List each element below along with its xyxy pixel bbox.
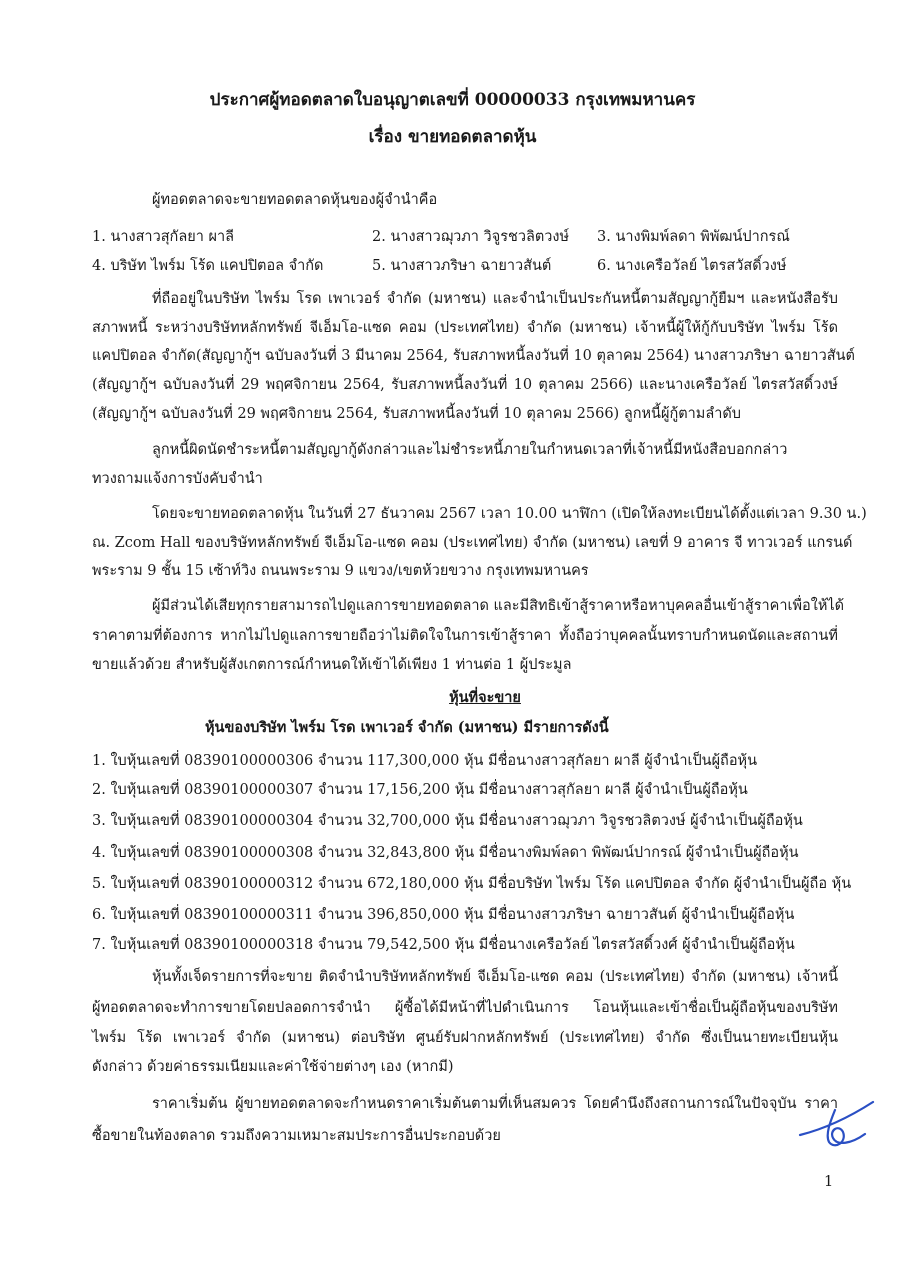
- para5-line: ดังกล่าว ด้วยค่าธรรมเนียมและค่าใช้จ่ายต่างๆ เอง (หากมี): [92, 1059, 454, 1075]
- share-item: 7. ใบหุ้นเลขที่ 08390100000318 จำนวน 79,542,500 หุ้น มีชื่อนางเครือวัลย์ ไตรสวัสดิ์วงศ์ ผู้จำนำเป็นผู้ถือหุ้น: [92, 937, 795, 953]
- document-subject: เรื่อง ขายทอดตลาดหุ้น: [368, 127, 537, 147]
- para6-line: ซื้อขายในท้องตลาด รวมถึงความเหมาะสมประการอื่นประกอบด้วย: [92, 1128, 501, 1144]
- pledgor-3: 3. นางพิมพ์ลดา พิพัฒน์ปากรณ์: [597, 229, 790, 245]
- para6-line: ราคาเริ่มต้น ผู้ขายทอดตลาดจะกำหนดราคาเริ่มต้นตามที่เห็นสมควร โดยคำนึงถึงสถานการณ์ในปัจจุบัน ราคา: [152, 1096, 838, 1112]
- para2-line: ลูกหนี้ผิดนัดชำระหนี้ตามสัญญากู้ดังกล่าวและไม่ชำระหนี้ภายในกำหนดเวลาที่เจ้าหนี้มีหนังสือบอกกล่าว: [152, 442, 788, 458]
- pledgor-5: 5. นางสาวภริษา ฉายาวสันต์: [372, 258, 552, 274]
- para3-line: ณ. Zcom Hall ของบริษัทหลักทรัพย์ จีเอ็มโอ-แซด คอม (ประเทศไทย) จำกัด (มหาชน) เลขที่ 9 อาคาร จี ทาวเวอร์ แกรนด์: [92, 535, 853, 551]
- pledgor-2: 2. นางสาวฌุวภา วิจูรชวลิตวงษ์: [372, 229, 570, 245]
- shares-subheading: หุ้นของบริษัท ไพร์ม โรด เพาเวอร์ จำกัด (มหาชน) มีรายการดังนี้: [205, 719, 609, 736]
- share-item: 4. ใบหุ้นเลขที่ 08390100000308 จำนวน 32,843,800 หุ้น มีชื่อนางพิมพ์ลดา พิพัฒน์ปากรณ์ ผู้จำนำเป็นผู้ถือหุ้น: [92, 845, 799, 861]
- shares-heading: หุ้นที่จะขาย: [449, 689, 521, 706]
- share-item: 5. ใบหุ้นเลขที่ 08390100000312 จำนวน 672,180,000 หุ้น มีชื่อบริษัท ไพร์ม โร้ด แคปปิตอล จำกัด ผู้จำนำเป็นผู้ถือ หุ้น: [92, 876, 852, 892]
- share-item: 2. ใบหุ้นเลขที่ 08390100000307 จำนวน 17,156,200 หุ้น มีชื่อนางสาวสุกัลยา ผาลี ผู้จำนำเป็นผู้ถือหุ้น: [92, 782, 748, 798]
- para4-line: ผู้มีส่วนได้เสียทุกรายสามารถไปดูแลการขายทอดตลาด และมีสิทธิเข้าสู้ราคาหรือหาบุคคลอื่นเข้าสู้ราคาเพื่อให้ได้: [152, 598, 845, 614]
- pledgor-1: 1. นางสาวสุกัลยา ผาลี: [92, 229, 234, 245]
- signature-icon: [795, 1090, 885, 1160]
- para3-line: โดยจะขายทอดตลาดหุ้น ในวันที่ 27 ธันวาคม 2567 เวลา 10.00 นาฬิกา (เปิดให้ลงทะเบียนได้ตั้งแต่เวลา 9.30 น.): [152, 506, 867, 522]
- para1-line: แคปปิตอล จำกัด(สัญญากู้ฯ ฉบับลงวันที่ 3 มีนาคม 2564, รับสภาพหนี้ลงวันที่ 10 ตุลาคม 2564) นางสาวภริษา ฉายาวสันต์: [92, 348, 855, 364]
- page-number: 1: [824, 1174, 834, 1190]
- para3-line: พระราม 9 ชั้น 15 เซ้าท์วิง ถนนพระราม 9 แขวง/เขตห้วยขวาง กรุงเทพมหานคร: [92, 563, 589, 579]
- para5-line: ไพร์ม โร้ด เพาเวอร์ จำกัด (มหาชน) ต่อบริษัท ศูนย์รับฝากหลักทรัพย์ (ประเทศไทย) จำกัด ซึ่งเป็นนายทะเบียนหุ้น: [92, 1030, 838, 1046]
- para1-line: ที่ถืออยู่ในบริษัท ไพร์ม โรด เพาเวอร์ จำกัด (มหาชน) และจำนำเป็นประกันหนี้ตามสัญญากู้ยืมฯ และหนังสือรับ: [152, 291, 838, 307]
- share-item: 6. ใบหุ้นเลขที่ 08390100000311 จำนวน 396,850,000 หุ้น มีชื่อนางสาวภริษา ฉายาวสันต์ ผู้จำนำเป็นผู้ถือหุ้น: [92, 907, 795, 923]
- para5-line: ผู้ทอดตลาดจะทำการขายโดยปลอดการจำนำ ผู้ซื้อได้มีหน้าที่ไปดำเนินการ โอนหุ้นและเข้าชื่อเป็นผู้ถือหุ้นของบริษัท: [92, 1000, 838, 1016]
- para4-line: ราคาตามที่ต้องการ หากไม่ไปดูแลการขายถือว่าไม่ติดใจในการเข้าสู้ราคา ทั้งถือว่าบุคคลนั้นทราบกำหนดนัดและสถานที่: [92, 628, 838, 644]
- pledgor-6: 6. นางเครือวัลย์ ไตรสวัสดิ์วงษ์: [597, 258, 787, 274]
- intro-text: ผู้ทอดตลาดจะขายทอดตลาดหุ้นของผู้จำนำคือ: [152, 192, 438, 208]
- para2-line: ทวงถามแจ้งการบังคับจำนำ: [92, 471, 263, 487]
- para5-line: หุ้นทั้งเจ็ดรายการที่จะขาย ติดจำนำบริษัทหลักทรัพย์ จีเอ็มโอ-แซด คอม (ประเทศไทย) จำกัด (มหาชน) เจ้าหนี้: [152, 969, 838, 985]
- pledgor-4: 4. บริษัท ไพร์ม โร้ด แคปปิตอล จำกัด: [92, 258, 324, 274]
- para1-line: (สัญญากู้ฯ ฉบับลงวันที่ 29 พฤศจิกายน 2564, รับสภาพหนี้ลงวันที่ 10 ตุลาคม 2566) และนางเครือวัลย์ ไตรสวัสดิ์วงษ์: [92, 377, 838, 393]
- para1-line: (สัญญากู้ฯ ฉบับลงวันที่ 29 พฤศจิกายน 2564, รับสภาพหนี้ลงวันที่ 10 ตุลาคม 2566) ลูกหนี้ผู้กู้ตามลำดับ: [92, 406, 741, 422]
- share-item: 3. ใบหุ้นเลขที่ 08390100000304 จำนวน 32,700,000 หุ้น มีชื่อนางสาวฌุวภา วิจูรชวลิตวงษ์ ผู้จำนำเป็นผู้ถือหุ้น: [92, 813, 803, 829]
- document-title: ประกาศผู้ทอดตลาดใบอนุญาตเลขที่ 00000033 กรุงเทพมหานคร: [209, 90, 696, 110]
- share-item: 1. ใบหุ้นเลขที่ 08390100000306 จำนวน 117,300,000 หุ้น มีชื่อนางสาวสุกัลยา ผาลี ผู้จำนำเป็นผู้ถือหุ้น: [92, 753, 758, 769]
- para1-line: สภาพหนี้ ระหว่างบริษัทหลักทรัพย์ จีเอ็มโอ-แซด คอม (ประเทศไทย) จำกัด (มหาชน) เจ้าหนี้ผู้ให้กู้กับบริษัท ไพร์ม โร้ด: [92, 320, 838, 336]
- para4-line: ขายแล้วด้วย สำหรับผู้สังเกตการณ์กำหนดให้เข้าได้เพียง 1 ท่านต่อ 1 ผู้ประมูล: [92, 657, 572, 673]
